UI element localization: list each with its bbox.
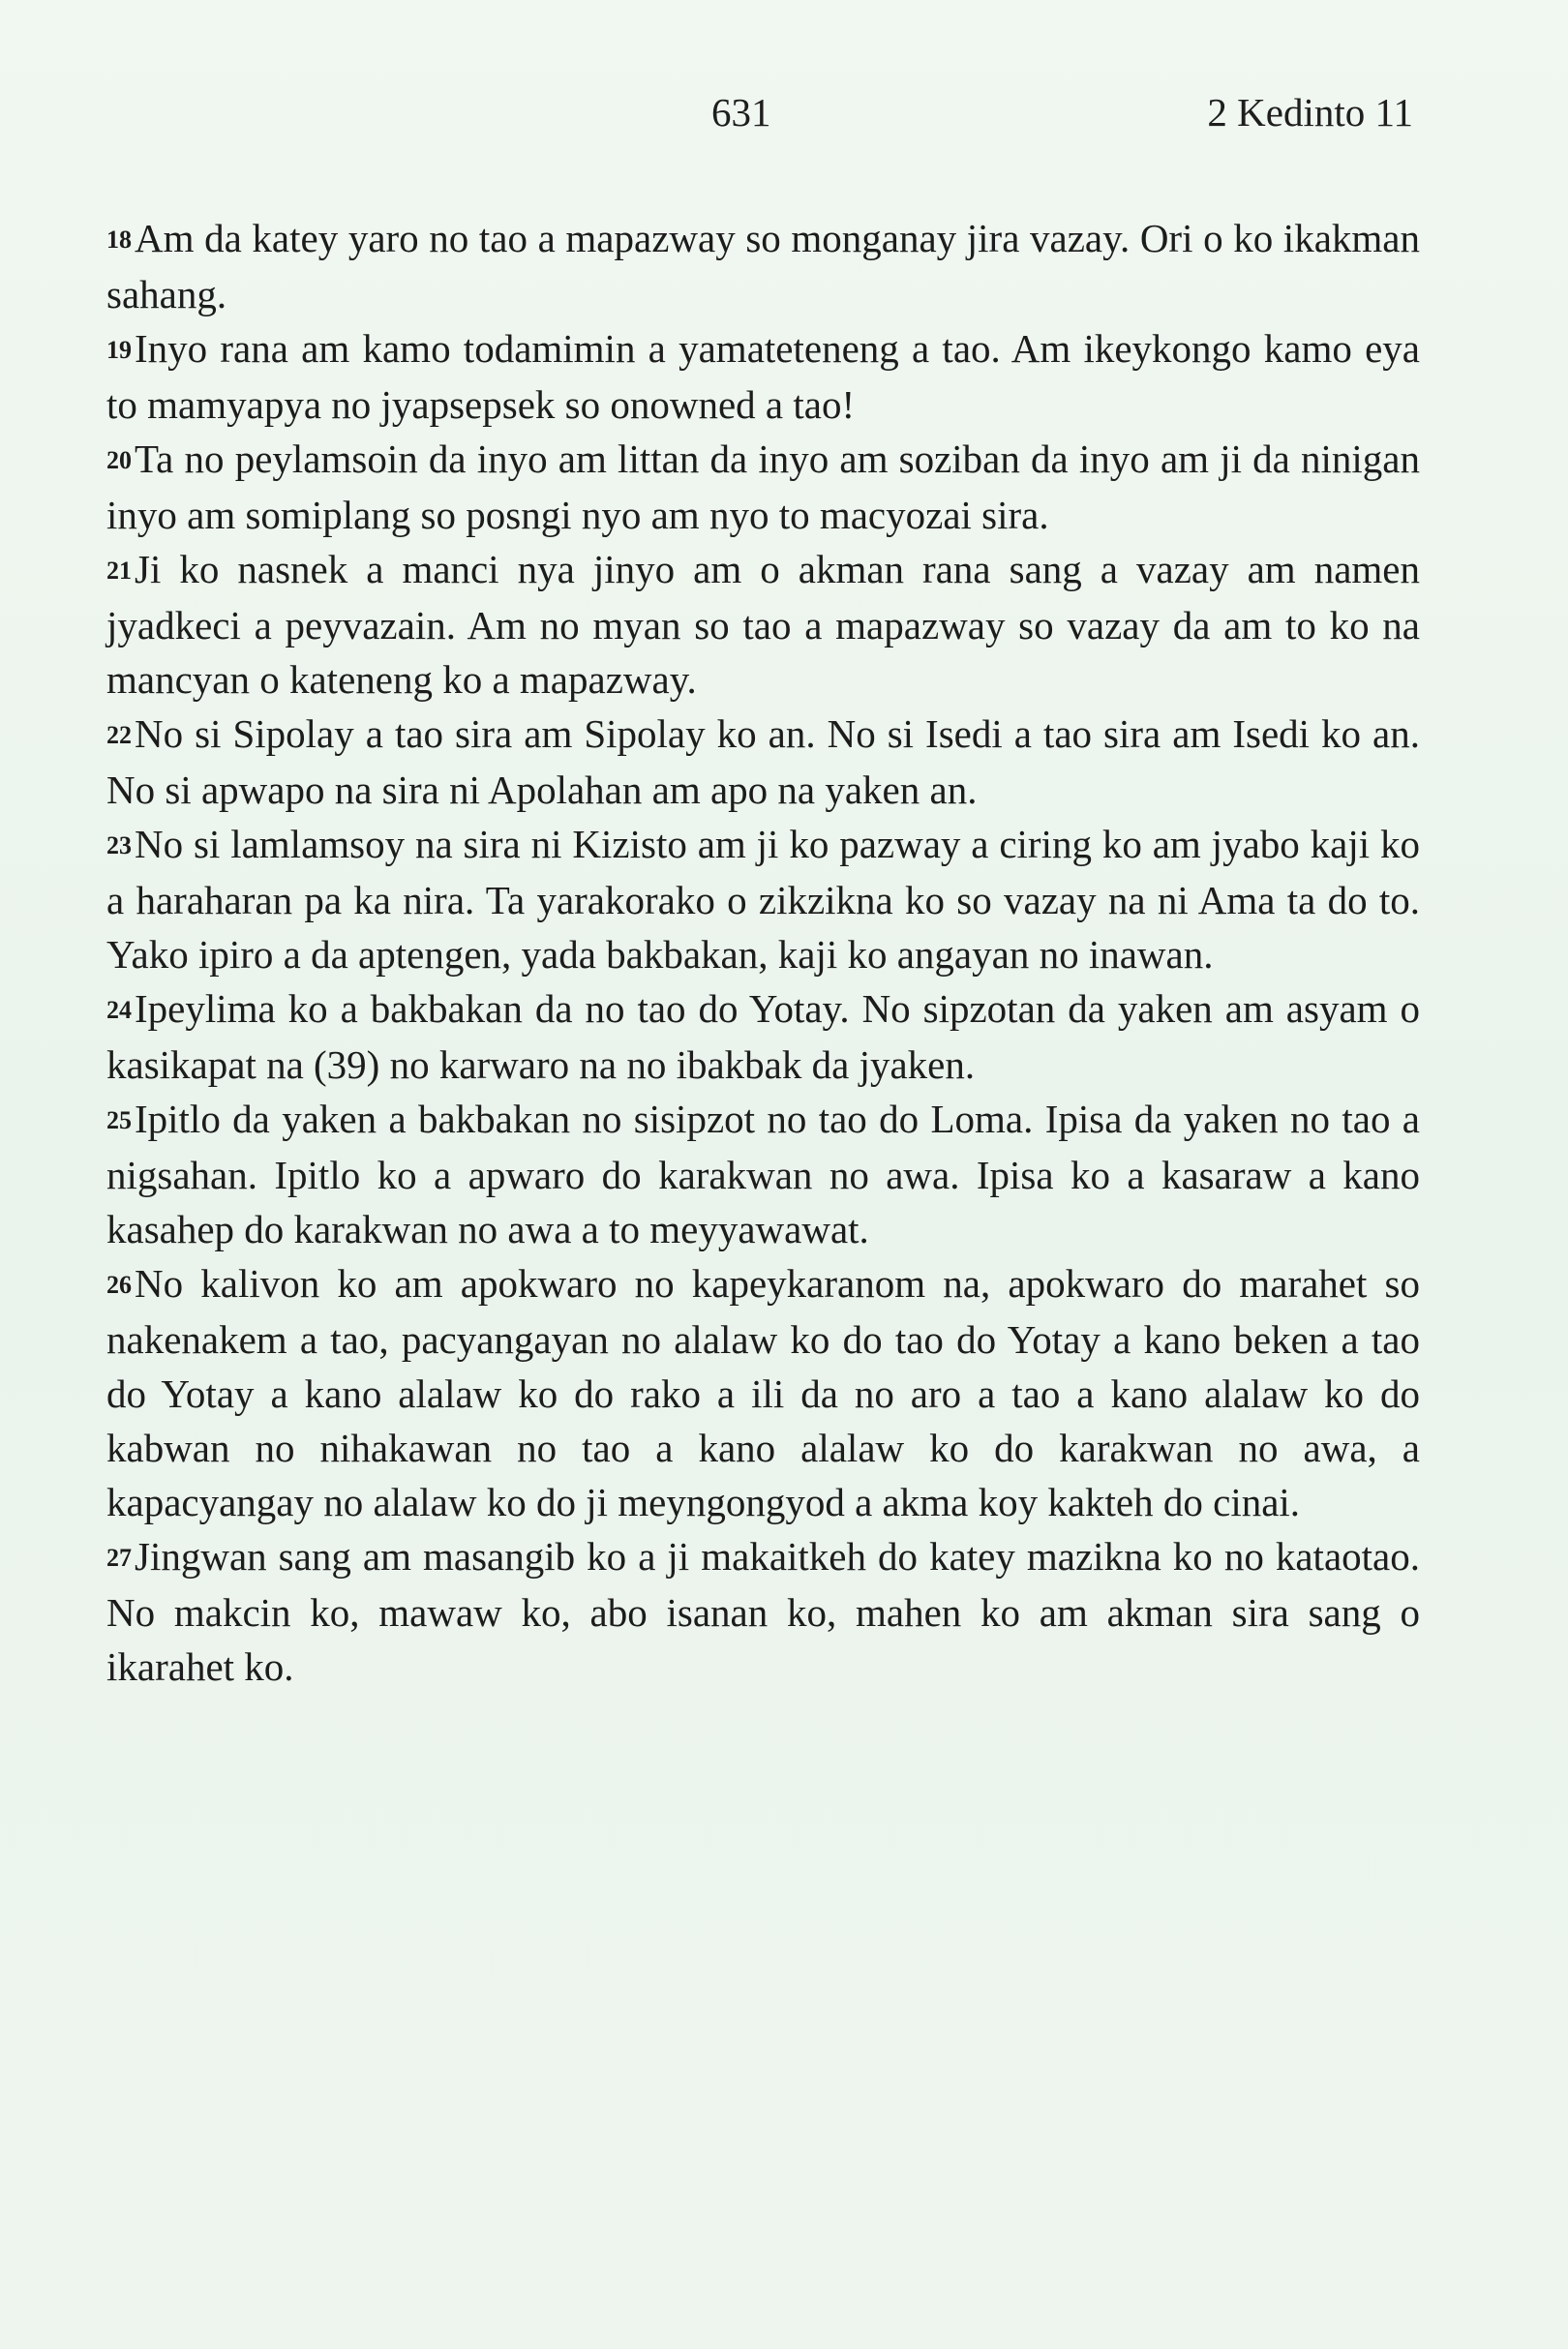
verse-22 [106,707,1420,817]
verse-24 [106,981,1420,1092]
page-header [0,89,1568,147]
verse-number: 25 [106,1106,132,1134]
verse-text: No si lamlamsoy na sira ni Kizisto am ji ko pazway a ciring ko am jyabo kaji ko a haraharan pa ka nira. Ta yarakorako o zikzikna ko so vazay na ni Ama ta do to. Yako ipiro a da aptengen, yada bakbakan, kaji ko angayan no inawan. [106,822,1420,977]
verse-18 [106,211,1420,321]
verse-text: Ta no peylamsoin da inyo am littan da inyo am soziban da inyo am ji da ninigan inyo am somiplang so posngi nyo am nyo to macyozai sira. [106,437,1420,537]
verse-text: Ipitlo da yaken a bakbakan no sisipzot no tao do Loma. Ipisa da yaken no tao a nigsahan. Ipitlo ko a apwaro do karakwan no awa. Ipisa ko a kasaraw a kano kasahep do karakwan no awa a to meyyawawat. [106,1097,1420,1251]
verse-25 [106,1092,1420,1256]
verse-number: 27 [106,1544,132,1572]
verse-number: 22 [106,721,132,749]
verse-19 [106,321,1420,432]
scripture-text [106,211,1420,1694]
verse-number: 21 [106,557,132,585]
verse-text: Jingwan sang am masangib ko a ji makaitkeh do katey mazikna ko no kataotao. No makcin ko, mawaw ko, abo isanan ko, mahen ko am akman sira sang o ikarahet ko. [106,1534,1420,1689]
verse-20 [106,432,1420,542]
verse-text: Inyo rana am kamo todamimin a yamateteneng a tao. Am ikeykongo kamo eya to mamyapya no jyapsepsek so onowned a tao! [106,326,1420,427]
running-head: 2 Kedinto 11 [1207,90,1413,135]
verse-number: 18 [106,226,132,254]
verse-23 [106,817,1420,981]
verse-number: 19 [106,336,132,364]
verse-26 [106,1256,1420,1529]
verse-text: Ipeylima ko a bakbakan da no tao do Yotay. No sipzotan da yaken am asyam o kasikapat na (39) no karwaro na no ibakbak da jyaken. [106,986,1420,1087]
verse-number: 26 [106,1271,132,1299]
verse-text: No si Sipolay a tao sira am Sipolay ko an. No si Isedi a tao sira am Isedi ko an. No si apwapo na sira ni Apolahan am apo na yaken an. [106,711,1420,812]
page-number: 631 [711,90,771,135]
verse-number: 24 [106,996,132,1024]
verse-21 [106,542,1420,707]
verse-text: No kalivon ko am apokwaro no kapeykaranom na, apokwaro do marahet so nakenakem a tao, pacyangayan no alalaw ko do tao do Yotay a kano beken a tao do Yotay a kano alalaw ko do rako a ili da no aro a tao a kano alalaw ko do kabwan no nihakawan no tao a kano alalaw ko do karakwan no awa, a kapacyangay no alalaw ko do ji meyngongyod a akma koy kakteh do cinai. [106,1261,1420,1524]
verse-number: 23 [106,831,132,859]
verse-text: Am da katey yaro no tao a mapazway so monganay jira vazay. Ori o ko ikakman sahang. [106,216,1420,316]
verse-27 [106,1529,1420,1694]
verse-number: 20 [106,446,132,474]
verse-text: Ji ko nasnek a manci nya jinyo am o akman rana sang a vazay am namen jyadkeci a peyvazain. Am no myan so tao a mapazway so vazay da am to ko na mancyan o kateneng ko a mapazway. [106,547,1420,702]
